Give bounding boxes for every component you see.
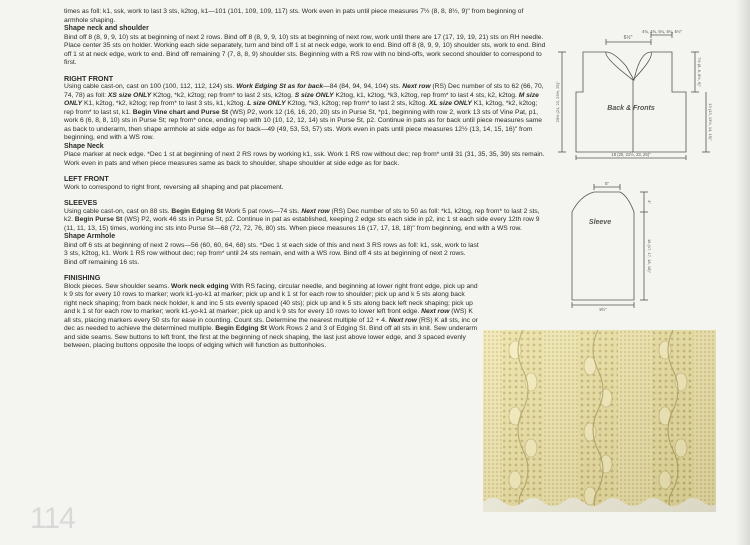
length-to-armhole-label: 13 (13, 13½, 14, 15)" [708, 103, 713, 141]
finishing-text: Block pieces. Sew shoulder seams. Work neck edging With RS facing, circular needle, and beginning at lower right front edge, pick up and k 9 sts for every 10 rows to marker; work k1-yo-k1 at marker; pick up and k 1 st for each row to shoulder; pick up and k 5 sts along back right neck shaping; from back neck holder, k and inc 5 sts evenly spaced (40 sts); pick up and k 5 sts along back left neck shaping; pick up and k 1 st for each row to marker; work k1-yo-k1 at marker; pick up and k 9 sts for every 10 rows to lower left front edge. Next row (WS) K all sts, placing markers every 50 sts for ease in counting. Count sts. Determine the nearest multiple of 12 + 4. Next row (RS) K all sts, inc or dec as needed to achieve the determined multiple. Begin Edging St Work Rows 2 and 3 of Edging St. Bind off all sts in knit. Sew underarm and side seams. Sew buttons to left front, the first at the beginning of neck shaping, the last just above lower edge, and 3 spaced evenly between, placing buttons opposite the loops of edging which will function as buttonholes. [64, 282, 478, 349]
page-edge-shadow [736, 0, 750, 545]
sleeve-cap-depth-label: 4" [647, 200, 652, 204]
neck-shaping-left [606, 52, 633, 80]
shape-neck-shoulder-text: Bind off 8 (8, 9, 9, 10) sts at beginning of next 2 rows. Bind off 8 (8, 9, 9, 10) sts at beginning of next row, work until there are 17 (17, 19, 19, 21) sts on RH needle. Place center 35 sts on holder. Working each side separately, turn and bind off 1 st at neck edge, work to end. Bind off 8 (8, 9, 9, 10) shoulder sts, work to end. Bind off 1 st at neck edge, work to end. Bind off remaining 7 (7, 8, 8, 9) shoulder sts. Beginning with a RS row with no bind-offs, work second shoulder to correspond to first. [64, 33, 546, 66]
sleeves-text: Using cable cast-on, cast on 88 sts. Begin Edging St Work 5 pat rows—74 sts. Next row (RS) Dec number of sts to 50 as foll: *k1, k2tog, rep from* to last 2 sts, k2. Begin Purse St (WS) P2, work 46 sts in Purse St, p2. Continue in pat as established, keeping 2 edge sts each side in p2, inc 1 st each side every 12th row 9 (11, 11, 13, 15) times, working inc sts into Purse St—68 (72, 72, 76, 80) sts. When piece measures 16 (17, 17, 18, 18)" from beginning, end with a WS row. [64, 207, 540, 232]
sleeve-length-label: 16 (17, 17, 18, 18)" [647, 238, 652, 274]
shape-neck-text: Place marker at neck edge. *Dec 1 st at beginning of next 2 RS rows by working k1, ssk. Work 1 RS row without dec; rep from* until 31 (31, 35, 35, 39) sts remain. Work even in pats and when piece measures same as back to shoulder, shape shoulder at side edge as for back. [64, 151, 545, 167]
shape-neck-shoulder-heading: Shape neck and shoulder [64, 25, 149, 32]
left-front-text: Work to correspond to right front, reversing all shaping and pat placement. [64, 183, 284, 191]
shape-armhole-heading: Shape Armhole [64, 233, 116, 240]
sleeves-heading: SLEEVES [64, 198, 98, 207]
shoulder-width-label: 4¾, 4¾, 5¼, 5¼, 5½" [642, 30, 682, 34]
knit-swatch-photo [483, 330, 716, 512]
neck-width-label: 6½" [623, 35, 633, 41]
neck-shaping-right [633, 52, 651, 80]
sleeve-outline [572, 192, 634, 300]
right-front-heading: RIGHT FRONT [64, 73, 114, 83]
left-front-heading: LEFT FRONT [64, 174, 109, 183]
back-fronts-schematic [548, 30, 728, 160]
right-front-text: Using cable cast-on, cast on 100 (100, 112, 112, 124) sts. Work Edging St as for back—84 (84, 94, 94, 104) sts. Next row (RS) Dec number of sts to 62 (66, 70, 74, 78) as foll: XS size ONLY K2tog, *k2, k2tog; rep from* to last 2 sts, k2tog. S size ONLY K2tog, k1, k2tog, *k3, k2tog, rep from* to last 4 sts, k2, k2tog. M size ONLY K1, k2tog, *k2, k2tog; rep from* to last 3 sts, k1, k2tog. L size ONLY K2tog, *k3, k2tog; rep from* to last 2 sts, k2tog. XL size ONLY K1, k2tog, *k2, k2tog; rep from* to last st, k1. Begin Vine chart and Purse St (WS) P2, work 12 (16, 16, 20, 20) sts in Purse St, *p1, beginning with row 2, work 13 sts of Vine Pat, p1, work 6 (6, 8, 8, 10) sts in Purse St; rep from* once, ending rep with 10 (10, 12, 12, 14) sts in Purse St, p2. Continue in pats as for back until piece measures same as back to underarm, then shape armhole at side edge as for back—49 (49, 53, 53, 57) sts. Work even in pats until piece measures 12½ (13, 14, 15, 16)" from beginning, end with a WS row. [64, 83, 544, 141]
page-number: 114 [30, 502, 75, 535]
finishing-heading: FINISHING [64, 273, 101, 282]
total-length-label: 20½ (21, 22, 23½, 25)" [555, 81, 560, 123]
hem-width-label: 18 (20, 21½, 23, 25)" [611, 152, 651, 157]
back-fronts-label: Back & Fronts [607, 105, 655, 112]
armhole-paragraph: times as foll: k1, ssk, work to last 3 sts, k2tog, k1—101 (101, 109, 109, 117) sts. Work even in pats until piece measures 7½ (8, 8, 8½, 9)" from beginning of armhole shaping. [64, 8, 524, 24]
pattern-text [64, 8, 546, 351]
sleeve-cap-width-label: 5" [604, 182, 610, 186]
shape-armhole-text: Bind off 6 sts at beginning of next 2 rows—56 (60, 60, 64, 68) sts. *Dec 1 st each side of this and next 3 RS rows as foll: k1, ssk, work to last 3 sts, k2tog, k1. Work 1 RS row without dec; rep from* until 24 sts remain, end with a WS row. Bind off 4 sts at beginning of next 2 rows. Bind off remaining 16 sts. [64, 241, 479, 266]
cuff-width-label: 9½" [599, 307, 607, 312]
armhole-depth-label: 7½ (8, 8, 8½, 9)" [697, 57, 702, 87]
sleeve-schematic [552, 182, 702, 312]
shape-neck-heading: Shape Neck [64, 142, 104, 150]
sleeve-label: Sleeve [588, 219, 612, 226]
body-outline [576, 52, 686, 152]
